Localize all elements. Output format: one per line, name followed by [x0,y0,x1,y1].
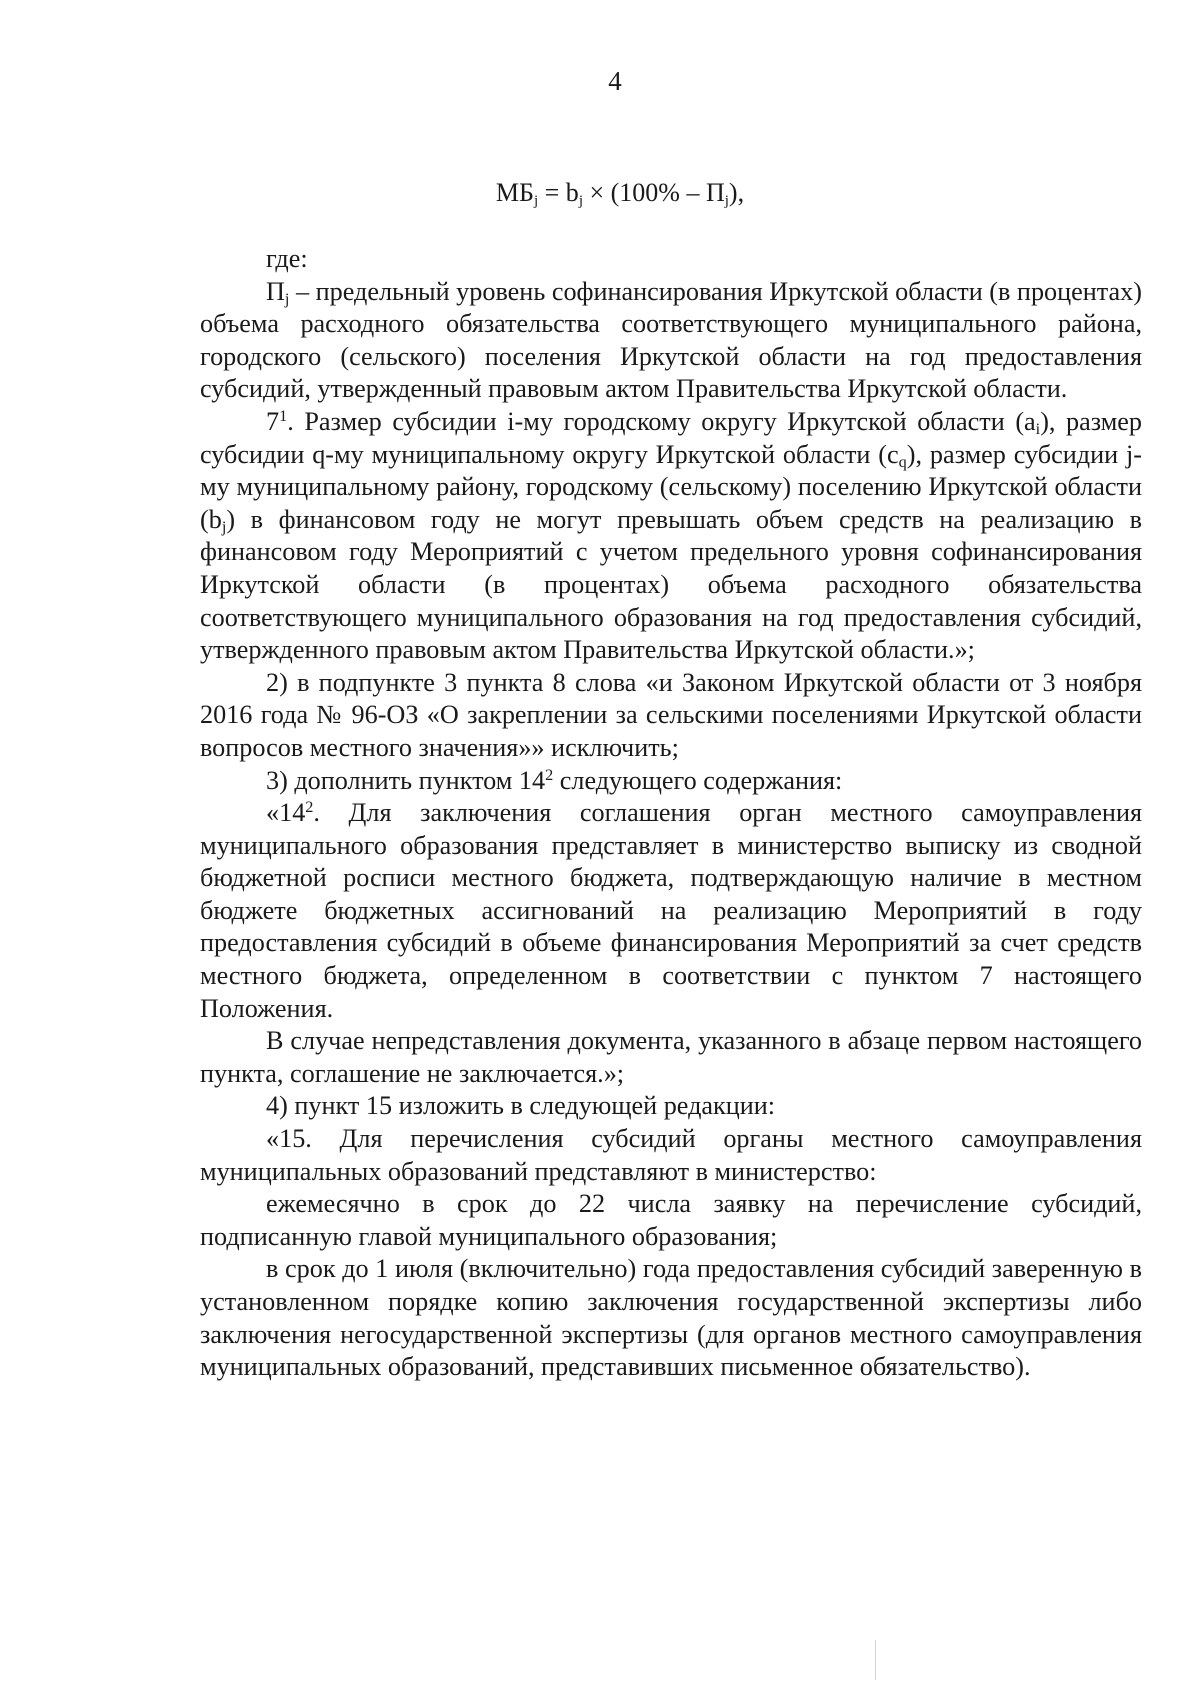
paragraph-7-1 [200,406,1142,667]
paragraph-deadline: в срок до 1 июля (включительно) года предоставления субсидий заверенную в установленном порядке копию заключения государственной экспертизы либо заключения негосударственной экспертизы (для органов местного самоуправления муниципальных образований, представивших письменное обязательство). [200,1254,1142,1382]
paragraph-monthly-request: ежемесячно в срок до 22 числа заявку на перечисление субсидий, подписанную главой муниципального образования; [200,1189,1142,1251]
formula-p-sub: j [724,192,729,209]
formula [0,178,1200,208]
item-3-text-2: следующего содержания: [553,765,843,795]
paragraph-non-submission: В случае непредставления документа, указанного в абзаце первом настоящего пункта, соглашение не заключается.»; [200,1026,1142,1088]
clause-14-text-1: «14 [266,798,306,828]
sub-i: i [1035,420,1041,439]
formula-b-sub: j [578,192,583,209]
paragraph-item-2: 2) в подпункте 3 пункта 8 слова «и Законом Иркутской области от 3 ноября 2016 года № 96-ОЗ «О закреплении за сельскими поселениями Иркутской области вопросов местного значения»» исключить; [200,667,1142,762]
clause-number: 7 [266,406,280,436]
paragraph-15: «15. Для перечисления субсидий органы местного самоуправления муниципальных образований представляют в министерство: [200,1124,1142,1186]
clause-text-3: ), размер субсидии j-му муниципальному району, городскому (сельскому) поселению Иркутской области (b [200,439,1142,534]
clause-text-4: ) в финансовом году не могут превышать объем средств на реализацию в финансовом году Мероприятий с учетом предельного уровня софинансирования Иркутской области (в процентах) объема расходного обязательства соответствующего муниципального образования на год предоставления субсидий, утвержденного правовым актом Правительства Иркутской области.»; [200,504,1142,665]
paragraph-definition [200,276,1142,406]
item-3-sup: 2 [545,765,554,784]
formula-lhs: МБ [495,178,534,207]
paragraph-item-4: 4) пункт 15 изложить в следующей редакции: [266,1091,776,1121]
where-label: где: [266,244,308,273]
clause-text-2: ), размер субсидии q-му муниципальному округу Иркутской области (c [200,406,1142,469]
scan-artifact-line [875,1640,876,1680]
document-body [200,243,1142,1384]
definition-text: – предельный уровень софинансирования Иркутской области (в процентах) объема расходного обязательства соответствующего муниципального района, городского (сельского) поселения Иркутской области на год предоставления субсидий, утвержденный правовым актом Правительства Иркутской области. [200,276,1142,404]
clause-14-text-2: . Для заключения соглашения орган местного самоуправления муниципального образования представляет в министерство выписку из сводной бюджетной росписи местного бюджета, подтверждающую наличие в местном бюджете бюджетных ассигнований на реализацию Мероприятий в году предоставления субсидий в объеме финансирования Мероприятий за счет средств местного бюджета, определенном в соответствии с пунктом 7 настоящего Положения. [200,798,1142,1023]
formula-lhs-sub: j [533,192,539,209]
clause-14-sup: 2 [305,798,314,817]
clause-number-sup: 1 [279,407,288,426]
item-3-text-1: 3) дополнить пунктом 14 [266,765,546,795]
formula-mid: × (100% – П [582,178,725,207]
symbol-p-sub: j [284,289,290,308]
paragraph-14-2 [200,797,1142,1025]
paragraph-item-3 [200,765,1142,798]
sub-q: q [898,452,907,471]
page-number: 4 [608,66,622,96]
formula-end: ), [728,178,745,207]
formula-eq: = b [538,178,579,207]
clause-text-1: . Размер субсидии i-му городскому округу Иркутской области (a [287,406,1036,436]
symbol-p: П [266,276,285,306]
sub-j: j [221,517,227,536]
